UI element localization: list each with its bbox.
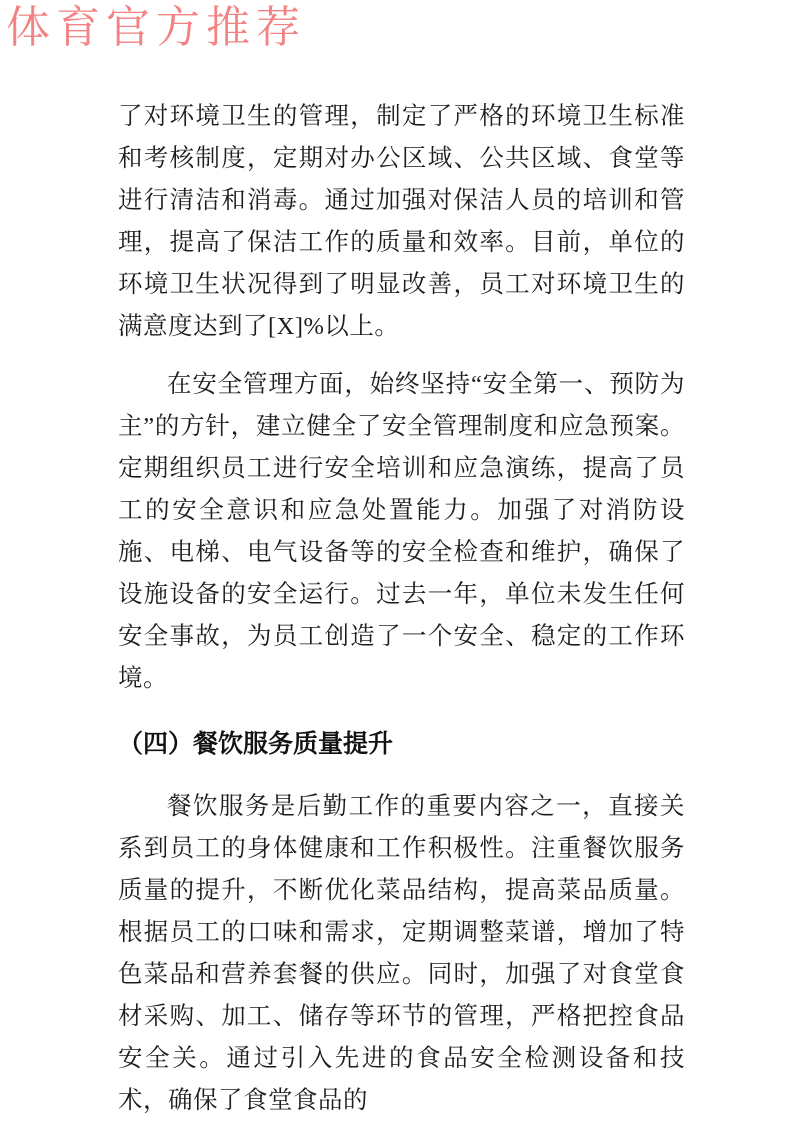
- paragraph-safety-management: 在安全管理方面，始终坚持“安全第一、预防为主”的方针，建立健全了安全管理制度和应急预案。定期组织员工进行安全培训和应急演练，提高了员工的安全意识和应急处置能力。加强了对消防设施、电梯、电气设备等的安全检查和维护，确保了设施设备的安全运行。过去一年，单位未发生任何安全事故，为员工创造了一个安全、稳定的工作环境。: [118, 371, 685, 692]
- paragraph-environment-hygiene: 了对环境卫生的管理，制定了严格的环境卫生标准和考核制度，定期对办公区域、公共区域、食堂等进行清洁和消毒。通过加强对保洁人员的培训和管理，提高了保洁工作的质量和效率。目前，单位的环境卫生状况得到了明显改善，员工对环境卫生的满意度达到了[X]%以上。: [118, 103, 685, 340]
- promo-watermark-text: 体育官方推荐: [6, 3, 306, 52]
- section-heading-catering-quality: （四）餐饮服务质量提升: [118, 731, 394, 758]
- paragraph-catering-service: 餐饮服务是后勤工作的重要内容之一，直接关系到员工的身体健康和工作积极性。注重餐饮服务质量的提升，不断优化菜品结构，提高菜品质量。根据员工的口味和需求，定期调整菜谱，增加了特色菜品和营养套餐的供应。同时，加强了对食堂食材采购、加工、储存等环节的管理，严格把控食品安全关。通过引入先进的食品安全检测设备和技术，确保了食堂食品的: [118, 793, 685, 1114]
- document-body: [118, 96, 685, 1131]
